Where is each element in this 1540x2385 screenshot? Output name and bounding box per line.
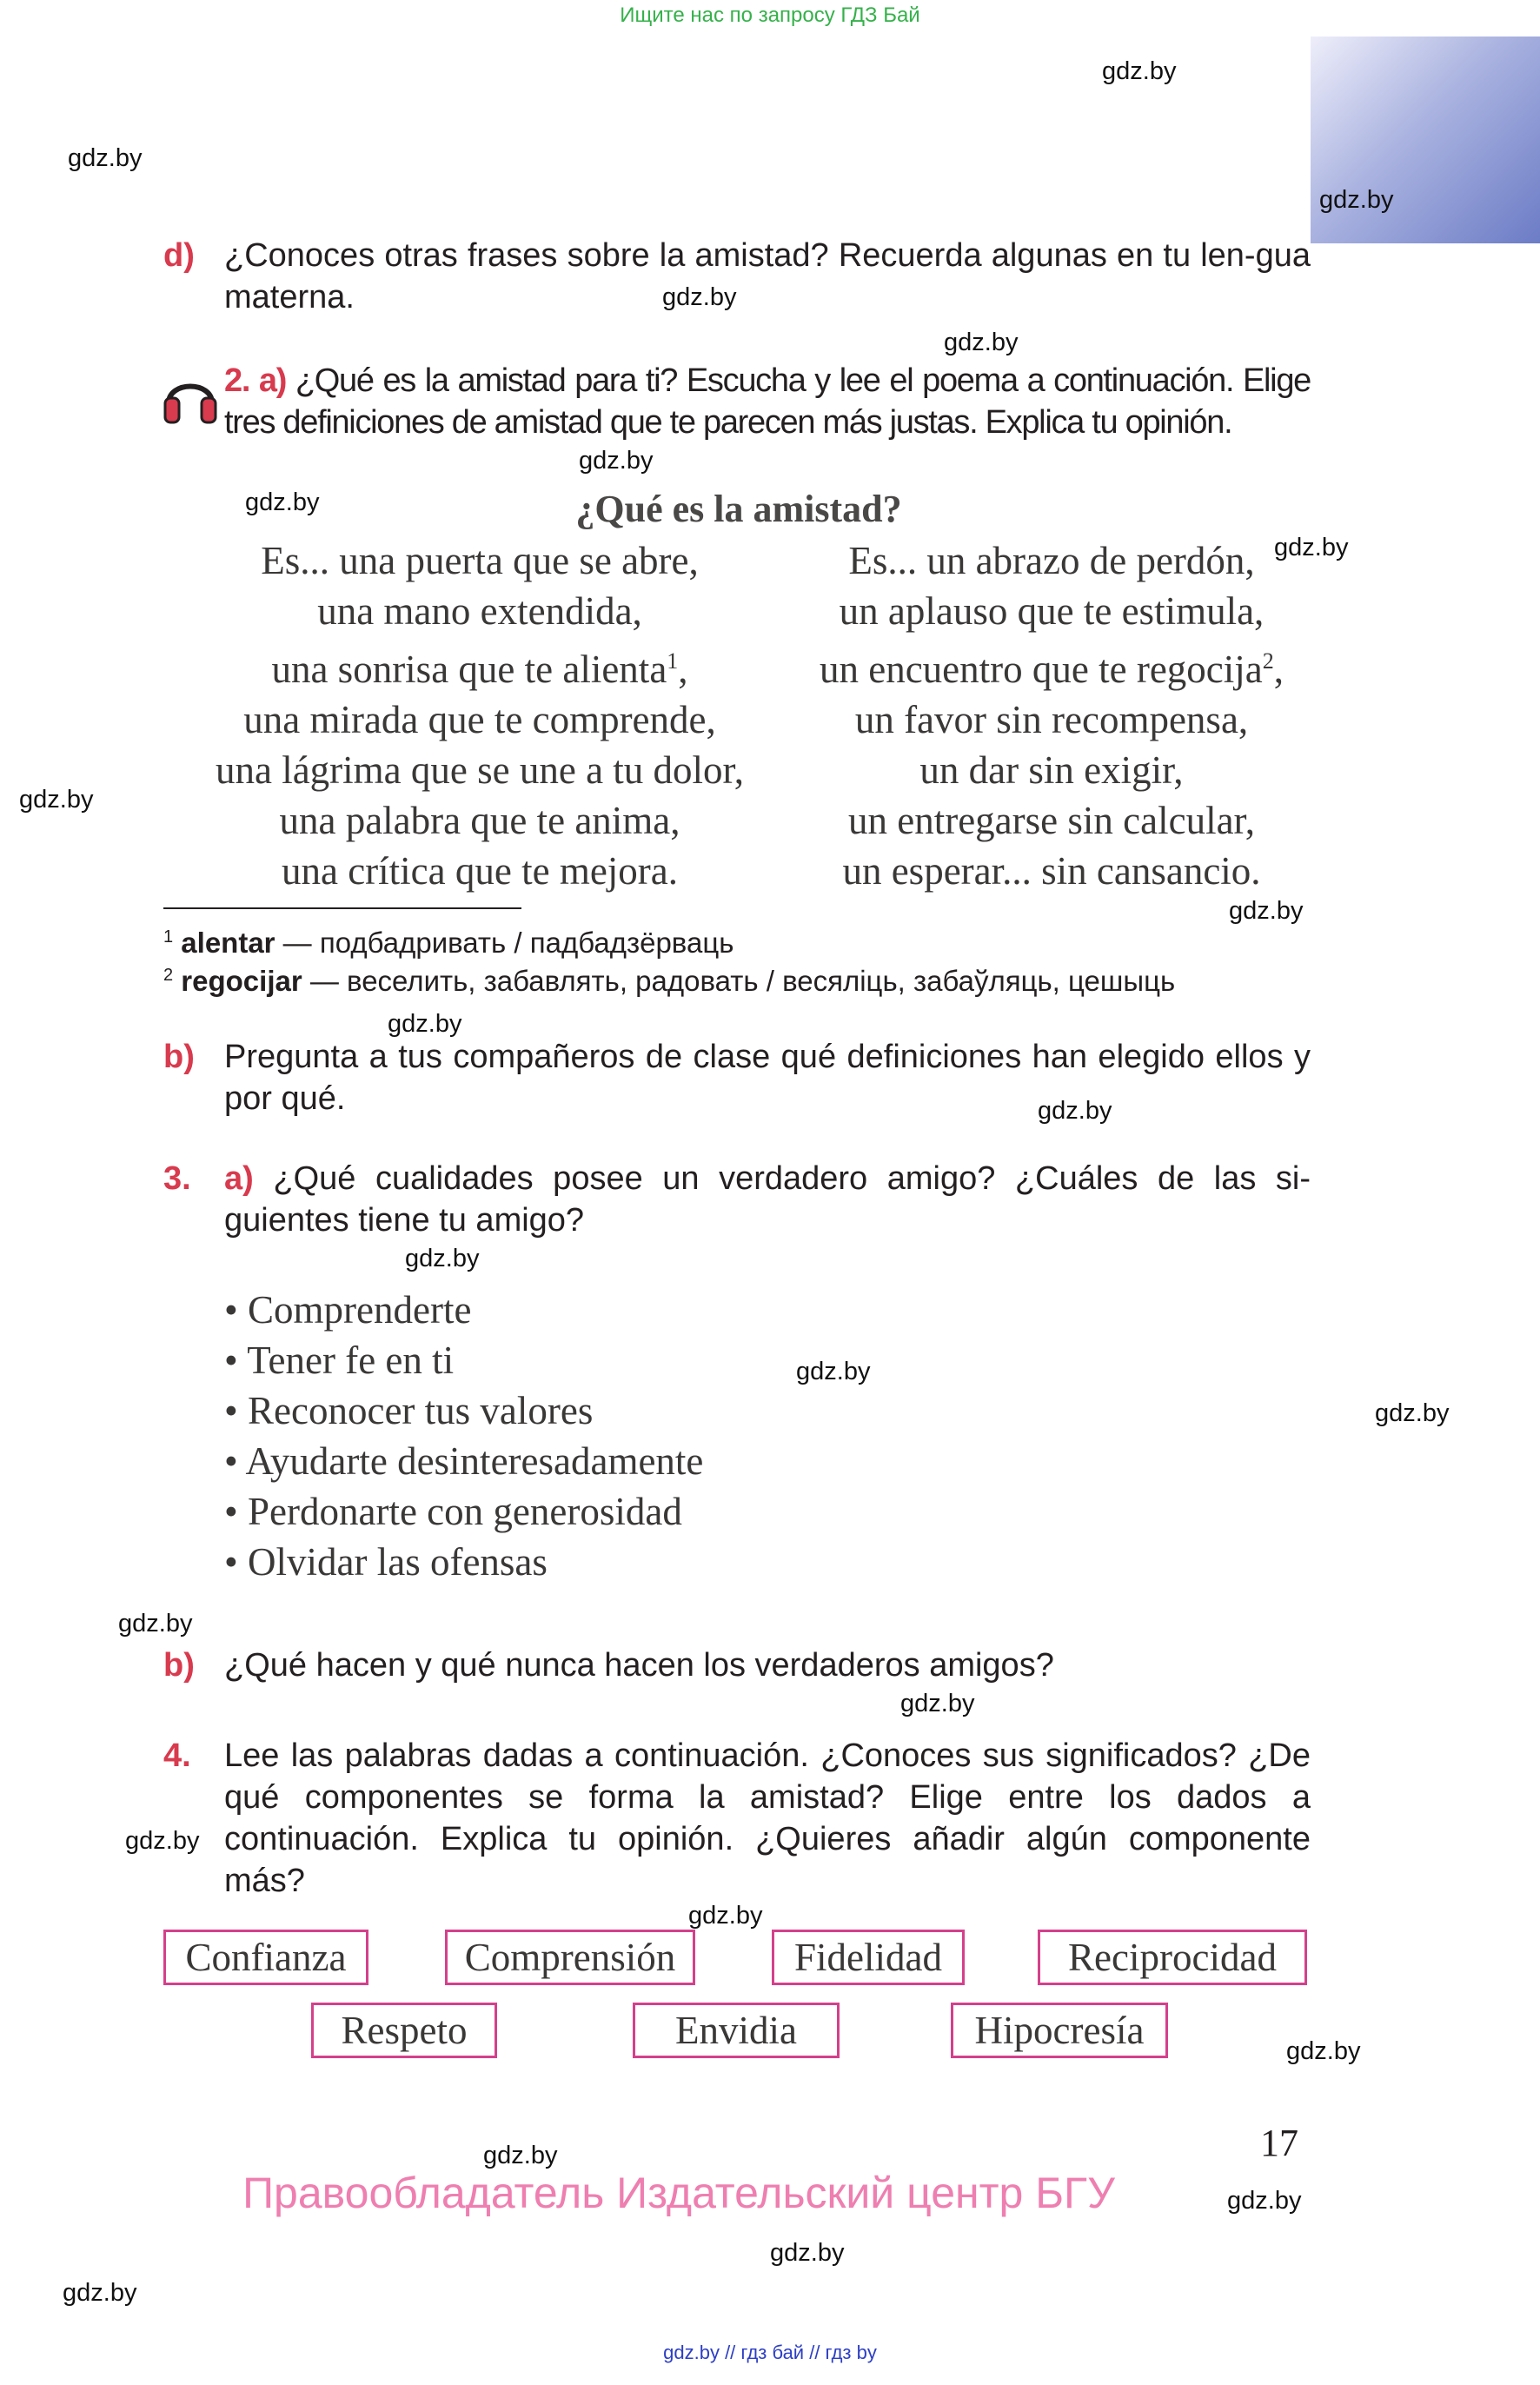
exercise-4-number: 4. <box>163 1737 191 1774</box>
footnote-1: $^1$ alentar — подбадривать / падбадзёрваць <box>163 927 734 959</box>
poem-line: una mano extendida, <box>317 589 642 633</box>
word-box-envidia: Envidia <box>633 2003 840 2058</box>
watermark: gdz.by <box>662 283 737 311</box>
exercise-2b-label: b) <box>163 1039 195 1075</box>
watermark: gdz.by <box>405 1245 480 1272</box>
exercise-4-text: Lee las palabras dadas a continuación. ¿Conoces sus significados? ¿De qué componentes se forma la amistad? Elige entre los dados a continuación. Explica tu opinión. ¿Quieres añadir algún componente más? <box>224 1737 1311 1899</box>
poem-line: un dar sin exigir, <box>919 748 1184 792</box>
poem-line: un favor sin recompensa, <box>854 698 1249 741</box>
list-item: • Tener fe en ti <box>224 1339 455 1382</box>
word-box-comprension: Comprensión <box>445 1930 695 1985</box>
footnote-ref-2: 2 <box>1262 648 1274 674</box>
watermark: gdz.by <box>19 786 94 814</box>
watermark: gdz.by <box>1038 1097 1112 1125</box>
watermark: gdz.by <box>688 1902 763 1930</box>
headphones-icon <box>162 369 219 426</box>
list-item: • Olvidar las ofensas <box>224 1540 548 1584</box>
watermark: gdz.by <box>1286 2037 1361 2065</box>
poem-line: una lágrima que se une a tu dolor, <box>215 748 744 792</box>
exercise-3a-text: a) ¿Qué cualidades posee un verdadero amigo? ¿Cuáles de las si-guientes tiene tu amigo? <box>224 1160 1311 1239</box>
watermark: gdz.by <box>118 1610 193 1638</box>
exercise-3a-label: a) <box>224 1160 254 1197</box>
exercise-1d-text: ¿Conoces otras frases sobre la amistad? Recuerda algunas en tu len-gua materna. <box>224 237 1311 316</box>
watermark: gdz.by <box>245 488 320 516</box>
poem-right-column <box>782 535 1321 896</box>
footnote-divider <box>163 907 521 909</box>
watermark: gdz.by <box>63 2279 137 2307</box>
poem-line: una palabra que te anima, <box>279 799 680 842</box>
exercise-2b-text: Pregunta a tus compañeros de clase qué definiciones han elegido ellos y por qué. <box>224 1039 1311 1117</box>
poem-line: Es... una puerta que se abre, <box>261 539 699 582</box>
poem-line: una sonrisa que te alienta$^1$, <box>271 648 688 691</box>
watermark: gdz.by <box>1102 57 1177 85</box>
watermark: gdz.by <box>125 1827 200 1855</box>
poem-line: un aplauso que te estimula, <box>839 589 1265 633</box>
word-box-reciprocidad: Reciprocidad <box>1038 1930 1307 1985</box>
watermark: gdz.by <box>796 1358 871 1385</box>
watermark: gdz.by <box>388 1010 462 1038</box>
watermark: gdz.by <box>1227 2187 1302 2215</box>
exercise-3b-text: ¿Qué hacen y qué nunca hacen los verdaderos amigos? <box>224 1647 1054 1684</box>
exercise-2a-text <box>224 360 1311 443</box>
exercise-2a-number: 2. a) <box>224 362 287 399</box>
word-box-fidelidad: Fidelidad <box>772 1930 965 1985</box>
qualities-list <box>224 1285 703 1587</box>
poem-title: ¿Qué es la amistad? <box>575 488 902 530</box>
poem-line: una mirada que te comprende, <box>243 698 716 741</box>
word-box-respeto: Respeto <box>311 2003 497 2058</box>
top-banner[interactable]: Ищите нас по запросу ГДЗ Бай <box>620 3 920 27</box>
watermark: gdz.by <box>770 2239 845 2267</box>
word-box-confianza: Confianza <box>163 1930 368 1985</box>
page-number: 17 <box>1260 2122 1298 2164</box>
footnote-2: $^2$ regocijar — веселить, забавлять, радовать / весяліць, забаўляць, цешыць <box>163 965 1176 997</box>
watermark: gdz.by <box>68 144 143 172</box>
poem-line: Es... un abrazo de perdón, <box>848 539 1255 582</box>
poem-line: un encuentro que te regocija$^2$, <box>819 648 1284 691</box>
exercise-3b-label: b) <box>163 1647 195 1684</box>
exercise-1d-label: d) <box>163 237 195 274</box>
poem-line: una crítica que te mejora. <box>281 849 679 893</box>
bottom-links[interactable]: gdz.by // гдз бай // гдз by <box>663 2342 877 2363</box>
exercise-2a-instructions: ¿Qué es la amistad para ti? Escucha y lee el poema a continuación. Elige tres definiciones de amistad que te parecen más justas. Explica tu opinión. <box>224 362 1311 441</box>
footnote-ref-1: 1 <box>667 648 679 674</box>
exercise-3-number: 3. <box>163 1160 191 1197</box>
copyright-notice: Правообладатель Издательский центр БГУ <box>242 2169 1115 2217</box>
watermark: gdz.by <box>483 2142 558 2169</box>
list-item: • Perdonarte con generosidad <box>224 1490 682 1533</box>
poem-line: un entregarse sin calcular, <box>848 799 1255 842</box>
poem-line: un esperar... sin cansancio. <box>842 849 1261 893</box>
watermark: gdz.by <box>579 447 654 475</box>
watermark: gdz.by <box>1375 1399 1450 1427</box>
poem-left-column <box>170 535 789 896</box>
list-item: • Ayudarte desinteresadamente <box>224 1439 704 1483</box>
watermark: gdz.by <box>1274 534 1349 561</box>
word-box-hipocresia: Hipocresía <box>951 2003 1168 2058</box>
watermark: gdz.by <box>1319 186 1394 214</box>
list-item: • Comprenderte <box>224 1288 472 1332</box>
watermark: gdz.by <box>944 329 1019 356</box>
list-item: • Reconocer tus valores <box>224 1389 594 1432</box>
watermark: gdz.by <box>900 1690 975 1717</box>
watermark: gdz.by <box>1229 897 1304 925</box>
